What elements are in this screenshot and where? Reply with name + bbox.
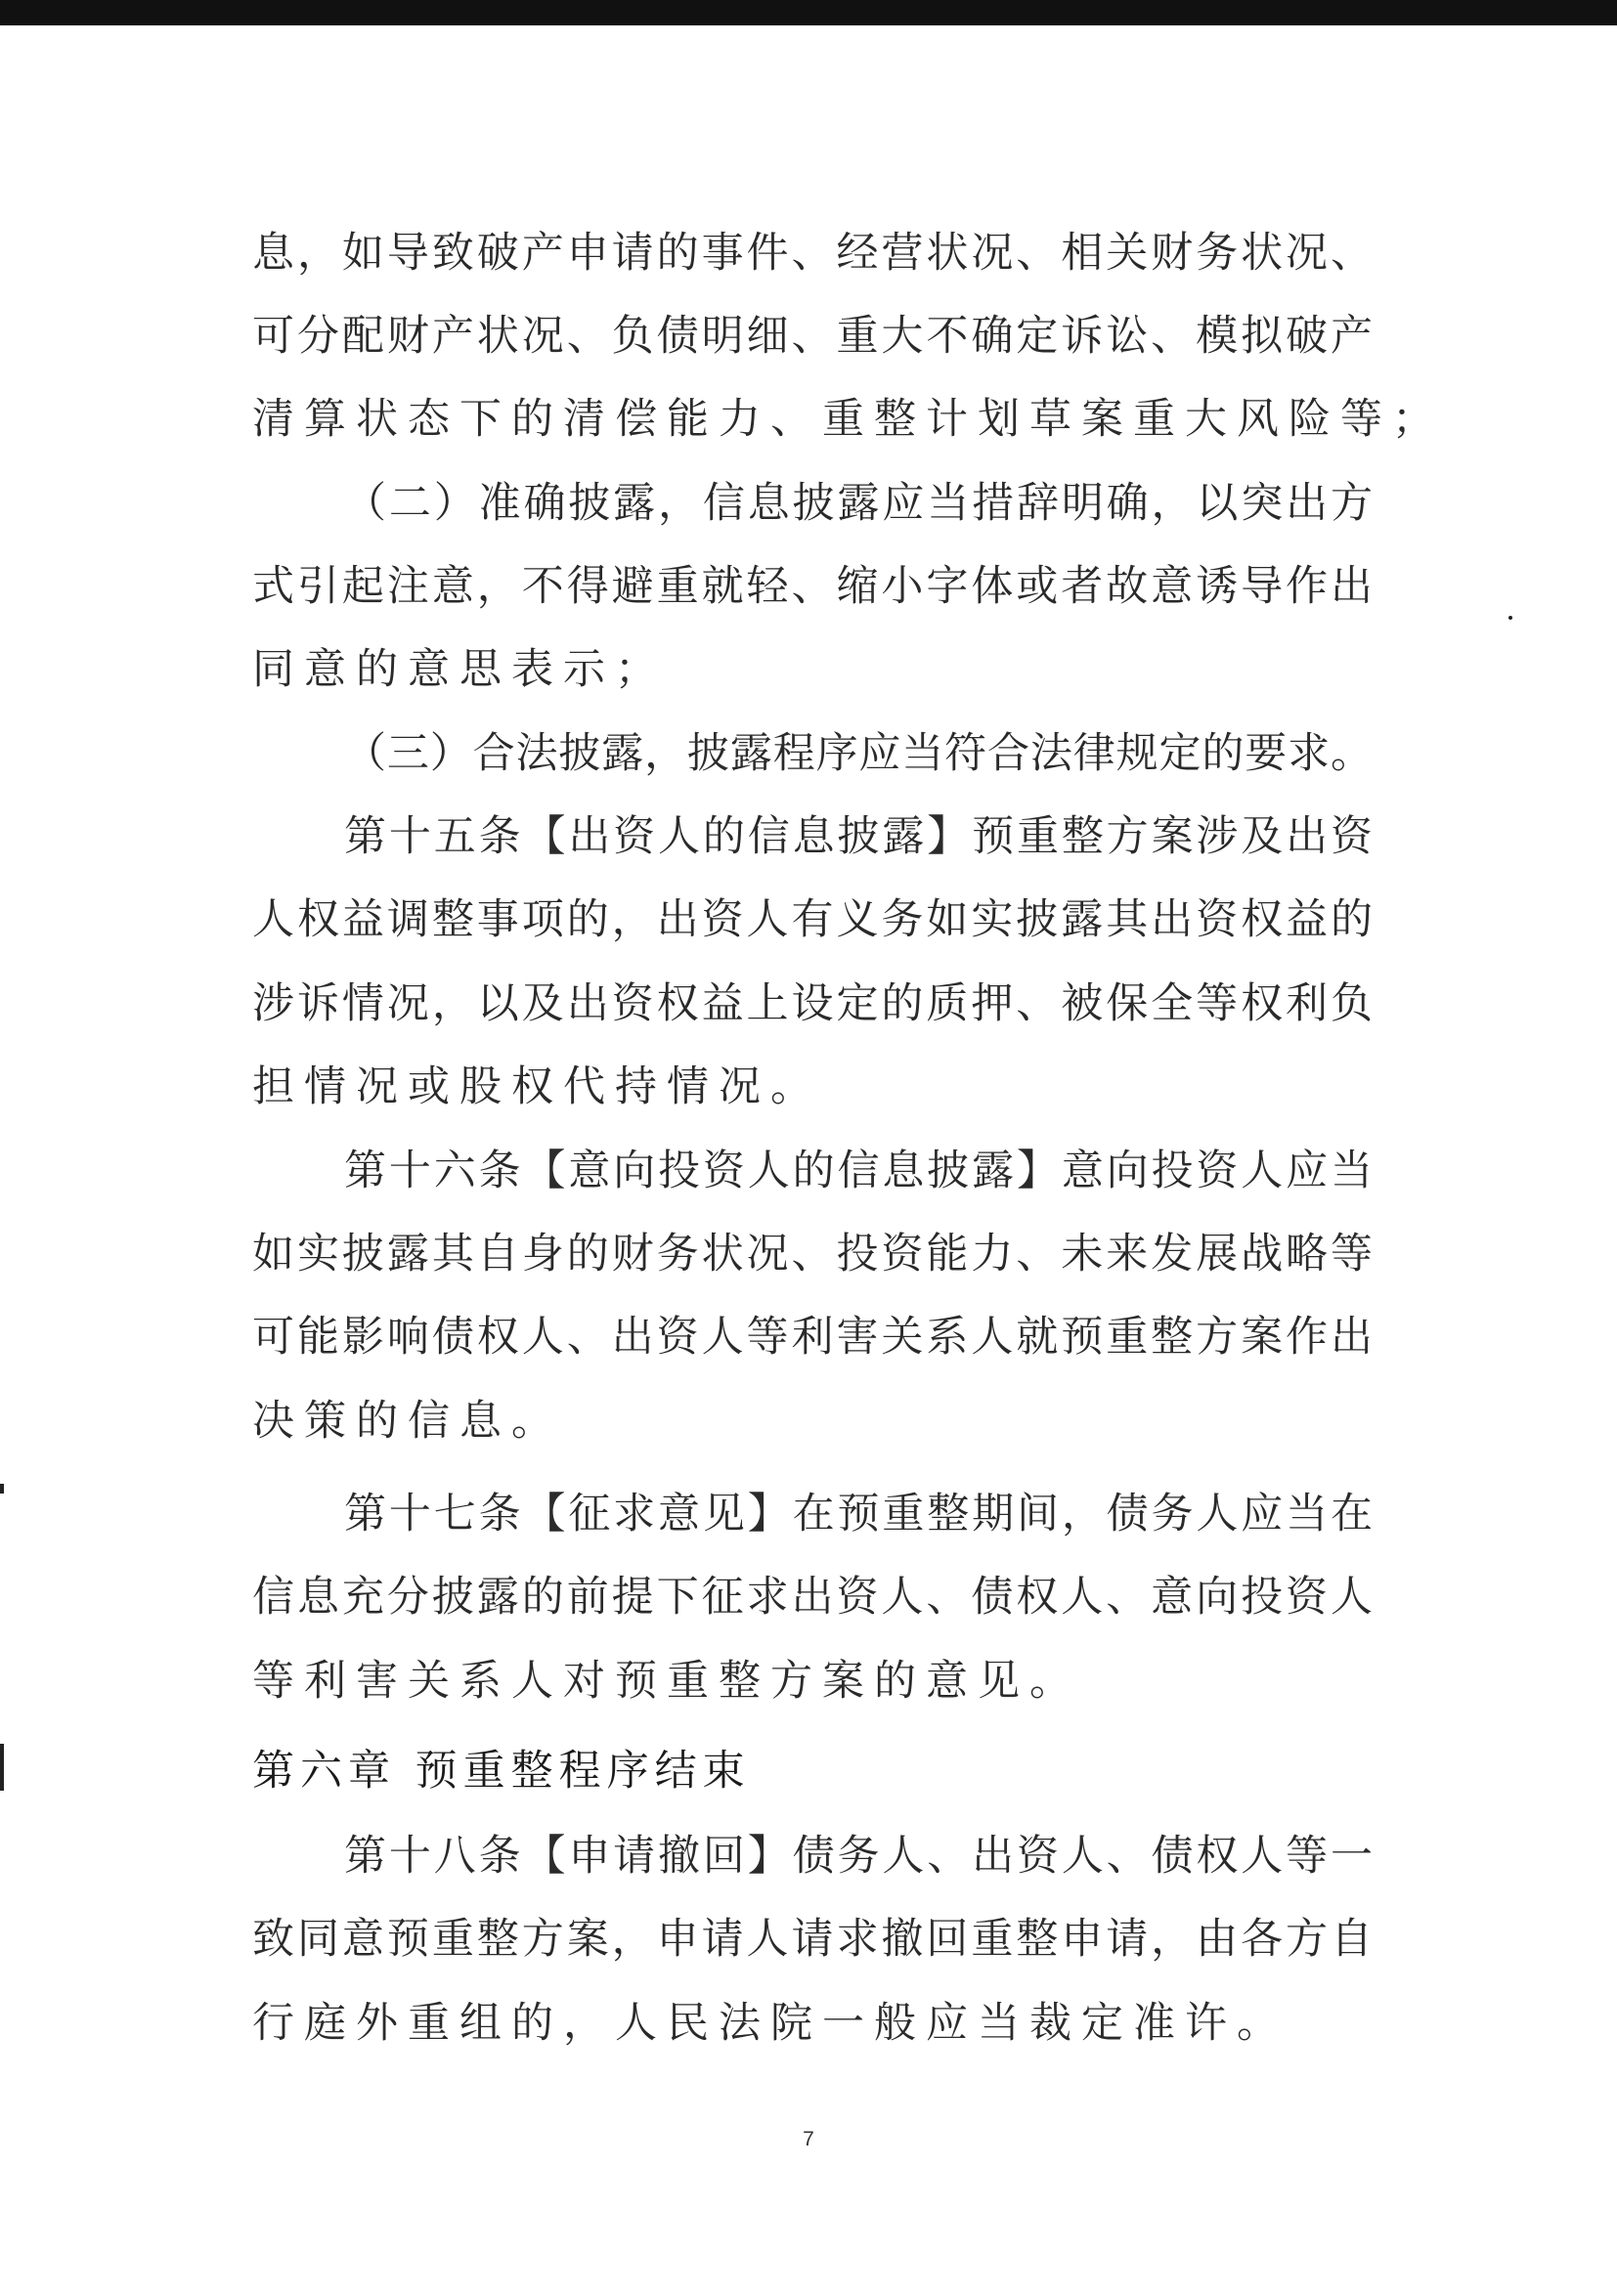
text-line-6: 同意的意思表示； <box>252 645 667 694</box>
text-line-7: （三）合法披露，披露程序应当符合法律规定的要求。 <box>344 729 1373 778</box>
text-line-8: 第十五条【出资人的信息披露】预重整方案涉及出资 <box>344 812 1373 861</box>
chapter-heading: 第六章 预重整程序结束 <box>252 1747 751 1796</box>
text-line-17: 信息充分披露的前提下征求出资人、债权人、意向投资人 <box>252 1573 1373 1622</box>
text-line-20: 致同意预重整方案，申请人请求撤回重整申请，由各方自 <box>252 1915 1373 1964</box>
text-line-15: 决策的信息。 <box>252 1397 563 1446</box>
text-line-19: 第十八条【申请撤回】债务人、出资人、债权人等一 <box>344 1832 1373 1881</box>
text-line-4: （二）准确披露，信息披露应当措辞明确，以突出方 <box>344 479 1373 528</box>
text-line-10: 涉诉情况，以及出资权益上设定的质押、被保全等权利负 <box>252 979 1373 1028</box>
page-number: 7 <box>803 2128 814 2150</box>
text-line-16: 第十七条【征求意见】在预重整期间，债务人应当在 <box>344 1490 1373 1538</box>
scan-dot <box>1508 616 1512 620</box>
text-line-2: 可分配财产状况、负债明细、重大不确定诉讼、模拟破产 <box>252 312 1373 361</box>
text-line-1: 息，如导致破产申请的事件、经营状况、相关财务状况、 <box>252 229 1373 278</box>
text-line-5: 式引起注意，不得避重就轻、缩小字体或者故意诱导作出 <box>252 562 1373 611</box>
text-line-12: 第十六条【意向投资人的信息披露】意向投资人应当 <box>344 1147 1373 1195</box>
scan-mark-1 <box>0 1484 4 1494</box>
text-line-3: 清算状态下的清偿能力、重整计划草案重大风险等； <box>252 395 1444 444</box>
text-line-21: 行庭外重组的，人民法院一般应当裁定准许。 <box>252 1999 1289 2048</box>
text-line-9: 人权益调整事项的，出资人有义务如实披露其出资权益的 <box>252 895 1373 944</box>
scan-mark-2 <box>0 1744 4 1791</box>
text-line-18: 等利害关系人对预重整方案的意见。 <box>252 1657 1081 1706</box>
text-line-14: 可能影响债权人、出资人等利害关系人就预重整方案作出 <box>252 1313 1373 1362</box>
text-line-11: 担情况或股权代持情况。 <box>252 1062 822 1111</box>
text-line-13: 如实披露其自身的财务状况、投资能力、未来发展战略等 <box>252 1230 1373 1278</box>
